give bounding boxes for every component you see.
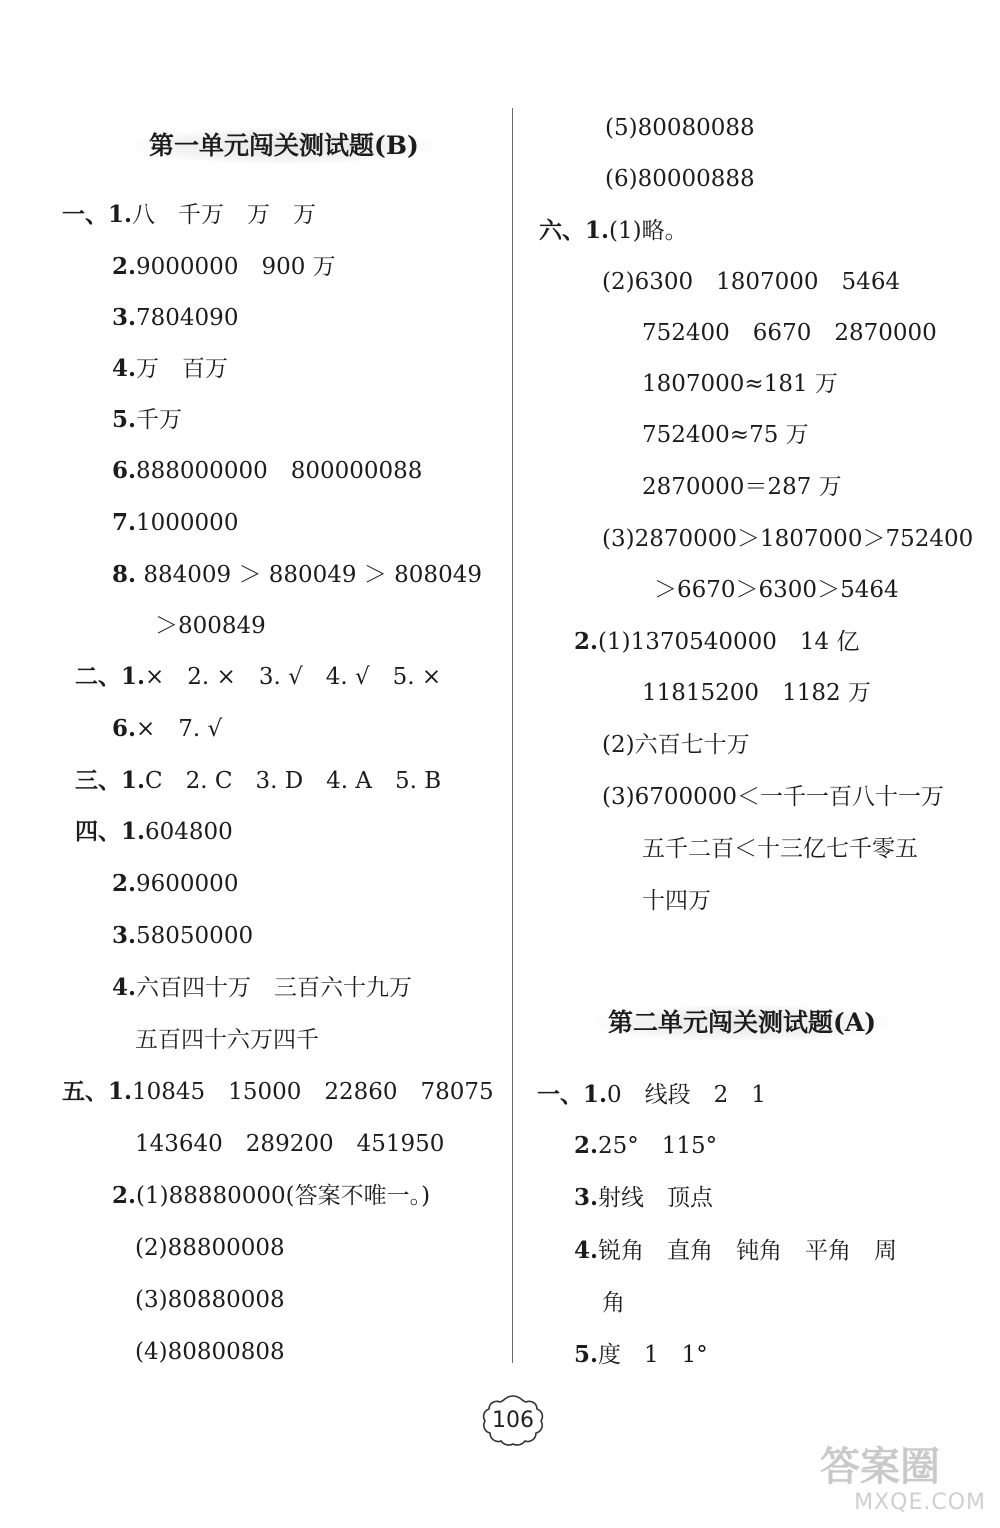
answer-line: 一、1.0 线段 2 1 <box>537 1081 766 1108</box>
answer-line: 4.六百四十万 三百六十九万 <box>112 974 413 1001</box>
answer-line: 十四万 <box>642 888 711 914</box>
answer-line: 二、1.× 2. × 3. √ 4. √ 5. × <box>75 663 442 690</box>
answer-line: 143640 289200 451950 <box>135 1131 445 1157</box>
answer-line: (3)80880008 <box>135 1287 285 1313</box>
watermark <box>816 1438 986 1520</box>
answer-line: 752400≈75 万 <box>642 422 809 448</box>
answer-line: 2.(1)1370540000 14 亿 <box>574 628 860 655</box>
answer-line: (3)6700000＜一千一百八十一万 <box>602 784 945 810</box>
answer-line: 六、1.(1)略。 <box>539 217 688 244</box>
answer-line: 752400 6670 2870000 <box>642 320 937 346</box>
answer-line: ＞6670＞6300＞5464 <box>654 577 899 603</box>
page-number-badge <box>480 1392 546 1448</box>
answer-line: (2)88800008 <box>135 1235 285 1261</box>
answer-line: 3.射线 顶点 <box>574 1184 714 1211</box>
answer-line: 2.25° 115° <box>574 1132 718 1159</box>
watermark-site: MXQE.COM <box>854 1490 986 1515</box>
answer-line: (6)80000888 <box>605 166 755 192</box>
answer-line: 6.888000000 800000088 <box>112 457 423 484</box>
answer-line: (3)2870000＞1807000＞752400 <box>602 526 974 552</box>
watermark-logo-text: 答案圈 <box>820 1444 940 1490</box>
answer-line: 一、1.八 千万 万 万 <box>62 201 317 228</box>
answer-line: 3.58050000 <box>112 922 254 949</box>
answer-line: 五百四十六万四千 <box>135 1027 319 1053</box>
answer-line: 2.(1)88880000(答案不唯一。) <box>112 1182 431 1209</box>
answer-line: 5.度 1 1° <box>574 1341 708 1368</box>
answer-line: 1807000≈181 万 <box>642 371 838 397</box>
answer-line: 2870000＝287 万 <box>642 474 842 500</box>
answer-line: 5.千万 <box>112 406 183 433</box>
page-number: 106 <box>492 1407 534 1433</box>
answer-line: 2.9600000 <box>112 870 239 897</box>
answer-line: 4.万 百万 <box>112 355 229 382</box>
answer-line: 三、1.C 2. C 3. D 4. A 5. B <box>75 767 442 794</box>
column-divider <box>512 108 513 1363</box>
answer-line: 五、1.10845 15000 22860 78075 <box>62 1078 494 1105</box>
answer-line: 8. 884009 ＞ 880049 ＞ 808049 <box>112 561 482 588</box>
answer-line: (4)80800808 <box>135 1339 285 1365</box>
answer-circle-logo-icon <box>816 1438 986 1490</box>
answer-line: 四、1.604800 <box>75 818 233 845</box>
section-heading-unit2-a: 第二单元闯关测试题(A) <box>594 1005 890 1041</box>
answer-line: 角 <box>602 1290 625 1316</box>
answer-line: (5)80080088 <box>605 115 755 141</box>
section-heading-unit1-b: 第一单元闯关测试题(B) <box>135 128 433 164</box>
answer-line: 6.× 7. √ <box>112 715 223 742</box>
answer-line: 2.9000000 900 万 <box>112 253 336 280</box>
answer-line: (2)6300 1807000 5464 <box>602 269 901 295</box>
answer-line: 11815200 1182 万 <box>642 680 871 706</box>
answer-line: 五千二百＜十三亿七千零五 <box>642 836 918 862</box>
answer-line: ＞800849 <box>155 613 266 639</box>
answer-line: 3.7804090 <box>112 304 239 331</box>
answer-line: (2)六百七十万 <box>602 732 750 758</box>
answer-line: 4.锐角 直角 钝角 平角 周 <box>574 1237 898 1264</box>
answer-line: 7.1000000 <box>112 509 239 536</box>
